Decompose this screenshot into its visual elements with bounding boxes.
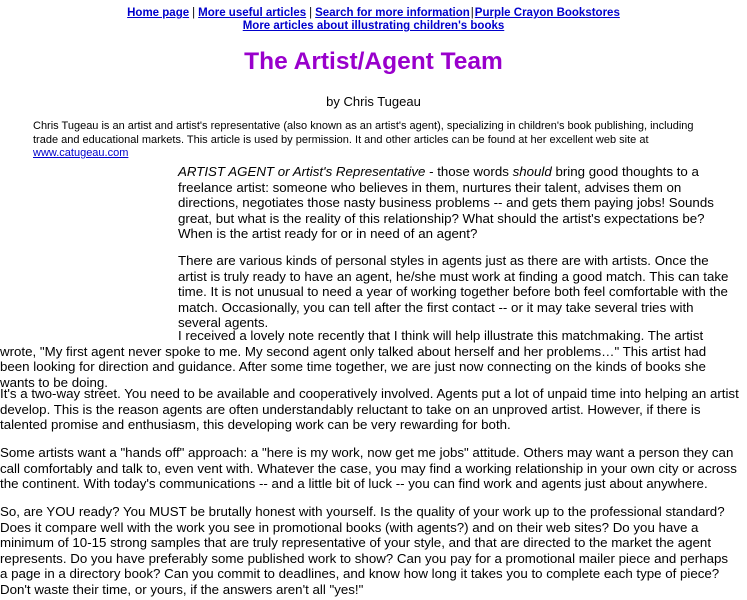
byline: by Chris Tugeau xyxy=(326,94,421,109)
paragraph-6: So, are YOU ready? You MUST be brutally honest with yourself. Is the quality of your work up to the professional standard? Does it compare well with the work you see in promotional books (with agents?) and on their web sites? Do you have a minimum of 10-15 strong samples that are truly representative of your style, and that are directed to the market the agent represents. Do you have preferably some published work to show? Can you pay for a promotional mailer piece and perhaps a page in a directory book? Can you commit to deadlines, and know how long it takes you to complete each type of piece? Don't waste their time, or yours, if the answers aren't all "yes!" xyxy=(0,504,729,597)
more-illustrating-articles-link[interactable]: More articles about illustrating children's books xyxy=(242,20,505,32)
p1-emphasis-should: should xyxy=(512,164,552,179)
paragraph-2: There are various kinds of personal styles in agents just as there are with artists. Once the artist is truly ready to have an agent, he/she must work at finding a good match. This can take time. It is not unusual to need a year of working together before both feel comfortable with the match. Occasionally, you can tell after the first contact -- or it may take several tries with several agents. xyxy=(178,253,729,331)
paragraph-3: I received a lovely note recently that I think will help illustrate this matchmaking. The artist wrote, "My first agent never spoke to me. My second agent only talked about herself and her problems…" This artist had been looking for direction and guidance. After some time together, we are just now connecting on the kinds of books she wants to be doing. xyxy=(0,328,707,390)
catugeau-website-link[interactable]: www.catugeau.com xyxy=(33,147,129,159)
paragraph-5: Some artists want a "hands off" approach: a "here is my work, now get me jobs" attitude. Others may want a person they can call comfortably and talk to, even vent with. Whatever the case, you may find a working relationship in your own city or across the continent. With today's communications -- and a little bit of luck -- you can find work and agents just about anywhere. xyxy=(0,445,737,492)
intro-body: Chris Tugeau is an artist and artist's representative (also known as an artist's agent), specializing in children's book publishing, including trade and educational markets. This article is used by permission. It and other articles can be found at her excellent web site at xyxy=(33,120,694,146)
home-page-link[interactable]: Home page xyxy=(127,7,190,19)
purple-crayon-bookstores-link[interactable]: Purple Crayon Bookstores xyxy=(474,7,620,19)
page-title: The Artist/Agent Team xyxy=(244,48,503,75)
p1-italic-lead: ARTIST AGENT or Artist's Representative xyxy=(178,164,426,179)
top-navigation xyxy=(0,0,747,33)
search-link[interactable]: Search for more information xyxy=(315,7,470,19)
paragraph-1 xyxy=(178,164,739,242)
nav-separator: | xyxy=(192,7,196,19)
intro-text xyxy=(33,120,712,161)
nav-separator: | xyxy=(470,7,474,19)
paragraph-4: It's a two-way street. You need to be available and cooperatively involved. Agents put a lot of unpaid time into helping an artist develop. This is the reason agents are often understandably reluctant to take on an unproved artist. However, if there is talented promise and enthusiasm, this developing work can be very rewarding for both. xyxy=(0,386,739,433)
nav-separator: | xyxy=(309,7,313,19)
more-useful-articles-link[interactable]: More useful articles xyxy=(198,7,307,19)
p1-text-b: bring good thoughts to a freelance artist: someone who believes in them, nurtures their talent, advises them on directions, negotiates those nasty business problems -- and gets them paying jobs! Sounds great, but what is the reality of this relationship? What should the artist's expectations be? When is the artist ready for or in need of an agent? xyxy=(178,164,714,242)
p1-text-a: - those words xyxy=(425,164,513,179)
